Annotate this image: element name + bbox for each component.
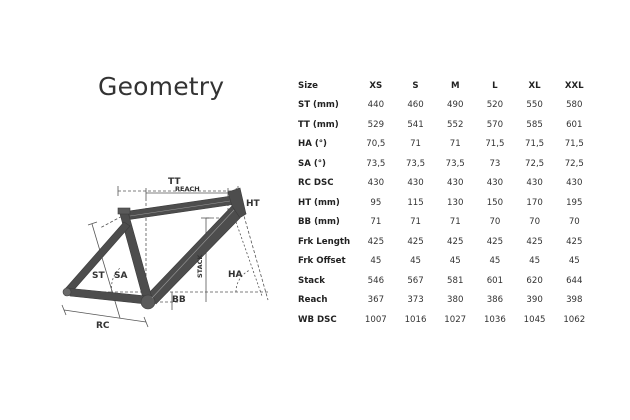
- label-reach: REACH: [175, 185, 200, 193]
- row-value: 644: [566, 275, 583, 286]
- row-value: 425: [526, 236, 543, 247]
- row-value: 71: [410, 217, 421, 228]
- row-value: 195: [566, 197, 583, 208]
- row-value: 1045: [523, 314, 546, 325]
- row-value: 1007: [364, 314, 387, 325]
- top-tube: [122, 196, 236, 220]
- row-value: 71,5: [485, 139, 505, 150]
- row-value: 570: [486, 119, 504, 130]
- row-value: 73: [489, 158, 501, 169]
- table-row: [298, 115, 594, 135]
- row-label: Frk Offset: [298, 256, 346, 267]
- row-value: 130: [447, 197, 464, 208]
- row-value: 115: [407, 197, 424, 208]
- row-value: 430: [447, 178, 464, 189]
- header-size: XL: [528, 80, 541, 91]
- row-label: Stack: [298, 275, 325, 286]
- row-label: Frk Length: [298, 236, 351, 247]
- row-value: 529: [367, 119, 385, 130]
- row-value: 367: [367, 295, 385, 306]
- row-value: 541: [407, 119, 424, 130]
- row-value: 552: [447, 119, 464, 130]
- table-header-row: [298, 76, 594, 96]
- row-value: 460: [407, 100, 424, 111]
- row-value: 398: [566, 295, 583, 306]
- row-value: 380: [447, 295, 464, 306]
- row-label: Reach: [298, 295, 328, 306]
- row-value: 45: [568, 256, 580, 267]
- chain-stay: [66, 288, 146, 304]
- row-value: 386: [486, 295, 504, 306]
- row-value: 72,5: [525, 158, 545, 169]
- row-label: BB (mm): [298, 217, 340, 228]
- row-value: 430: [566, 178, 583, 189]
- row-value: 580: [566, 100, 583, 111]
- row-value: 73,5: [366, 158, 386, 169]
- table-row: [298, 174, 594, 194]
- row-label: HT (mm): [298, 197, 340, 208]
- row-value: 425: [486, 236, 504, 247]
- row-label: ST (mm): [298, 100, 339, 111]
- row-value: 567: [407, 275, 424, 286]
- row-value: 71: [449, 139, 461, 150]
- row-value: 430: [407, 178, 424, 189]
- row-value: 170: [526, 197, 543, 208]
- row-value: 546: [367, 275, 385, 286]
- row-value: 430: [526, 178, 543, 189]
- table-row: [298, 193, 594, 213]
- geometry-table: [298, 76, 594, 330]
- row-value: 150: [486, 197, 504, 208]
- header-label: Size: [298, 80, 318, 91]
- row-label: WB DSC: [298, 314, 337, 325]
- row-value: 71: [449, 217, 461, 228]
- bike-frame: [63, 188, 246, 309]
- table-row: [298, 154, 594, 174]
- header-size: XXL: [564, 80, 584, 91]
- row-value: 440: [367, 100, 385, 111]
- row-value: 425: [566, 236, 583, 247]
- row-value: 71,5: [525, 139, 545, 150]
- steering-axis: [240, 202, 268, 300]
- table-row: [298, 232, 594, 252]
- row-value: 601: [486, 275, 504, 286]
- label-tt: TT: [168, 177, 181, 187]
- seat-clamp: [118, 208, 130, 214]
- row-value: 425: [407, 236, 424, 247]
- row-value: 1016: [404, 314, 427, 325]
- header-size: XS: [369, 80, 383, 91]
- row-value: 520: [486, 100, 504, 111]
- row-value: 73,5: [445, 158, 465, 169]
- row-value: 72,5: [564, 158, 584, 169]
- row-value: 1062: [563, 314, 586, 325]
- row-value: 70: [568, 217, 580, 228]
- header-size: L: [492, 80, 498, 91]
- header-size: S: [412, 80, 419, 91]
- row-value: 73,5: [405, 158, 426, 169]
- table-row: [298, 252, 594, 272]
- row-value: 490: [447, 100, 464, 111]
- label-rc: RC: [96, 321, 110, 331]
- table-row: [298, 310, 594, 330]
- row-label: HA (°): [298, 139, 327, 150]
- row-value: 585: [526, 119, 543, 130]
- header-size: M: [450, 80, 460, 91]
- label-ht: HT: [246, 199, 260, 209]
- label-bb: BB: [172, 295, 186, 305]
- row-value: 425: [367, 236, 385, 247]
- row-value: 430: [367, 178, 385, 189]
- row-value: 430: [486, 178, 504, 189]
- row-value: 581: [447, 275, 464, 286]
- rear-dropout: [63, 288, 71, 296]
- label-sa: SA: [114, 271, 128, 281]
- row-value: 71: [410, 139, 421, 150]
- row-value: 70: [489, 217, 501, 228]
- label-st: ST: [92, 271, 105, 281]
- row-value: 620: [526, 275, 543, 286]
- row-label: RC DSC: [298, 178, 334, 189]
- table-row: [298, 213, 594, 233]
- row-value: 1036: [483, 314, 506, 325]
- row-value: 425: [447, 236, 464, 247]
- table-row: [298, 135, 594, 155]
- row-value: 373: [407, 295, 424, 306]
- row-value: 550: [526, 100, 543, 111]
- label-stack: STACK: [196, 254, 204, 278]
- row-label: TT (mm): [298, 119, 339, 130]
- table-row: [298, 291, 594, 311]
- row-value: 70,5: [366, 139, 386, 150]
- label-ha: HA: [228, 270, 243, 280]
- row-value: 45: [489, 256, 501, 267]
- row-value: 1027: [444, 314, 467, 325]
- row-value: 45: [410, 256, 421, 267]
- row-value: 71,5: [564, 139, 584, 150]
- page-title: Geometry: [98, 72, 225, 101]
- row-value: 601: [566, 119, 583, 130]
- seat-stay: [66, 222, 130, 292]
- row-value: 45: [370, 256, 382, 267]
- row-value: 95: [370, 197, 382, 208]
- row-value: 71: [370, 217, 382, 228]
- row-value: 390: [526, 295, 543, 306]
- table-row: [298, 271, 594, 291]
- row-value: 70: [529, 217, 541, 228]
- row-label: SA (°): [298, 158, 326, 169]
- table-row: [298, 96, 594, 116]
- row-value: 45: [449, 256, 461, 267]
- table-body: [298, 96, 594, 330]
- row-value: 45: [529, 256, 541, 267]
